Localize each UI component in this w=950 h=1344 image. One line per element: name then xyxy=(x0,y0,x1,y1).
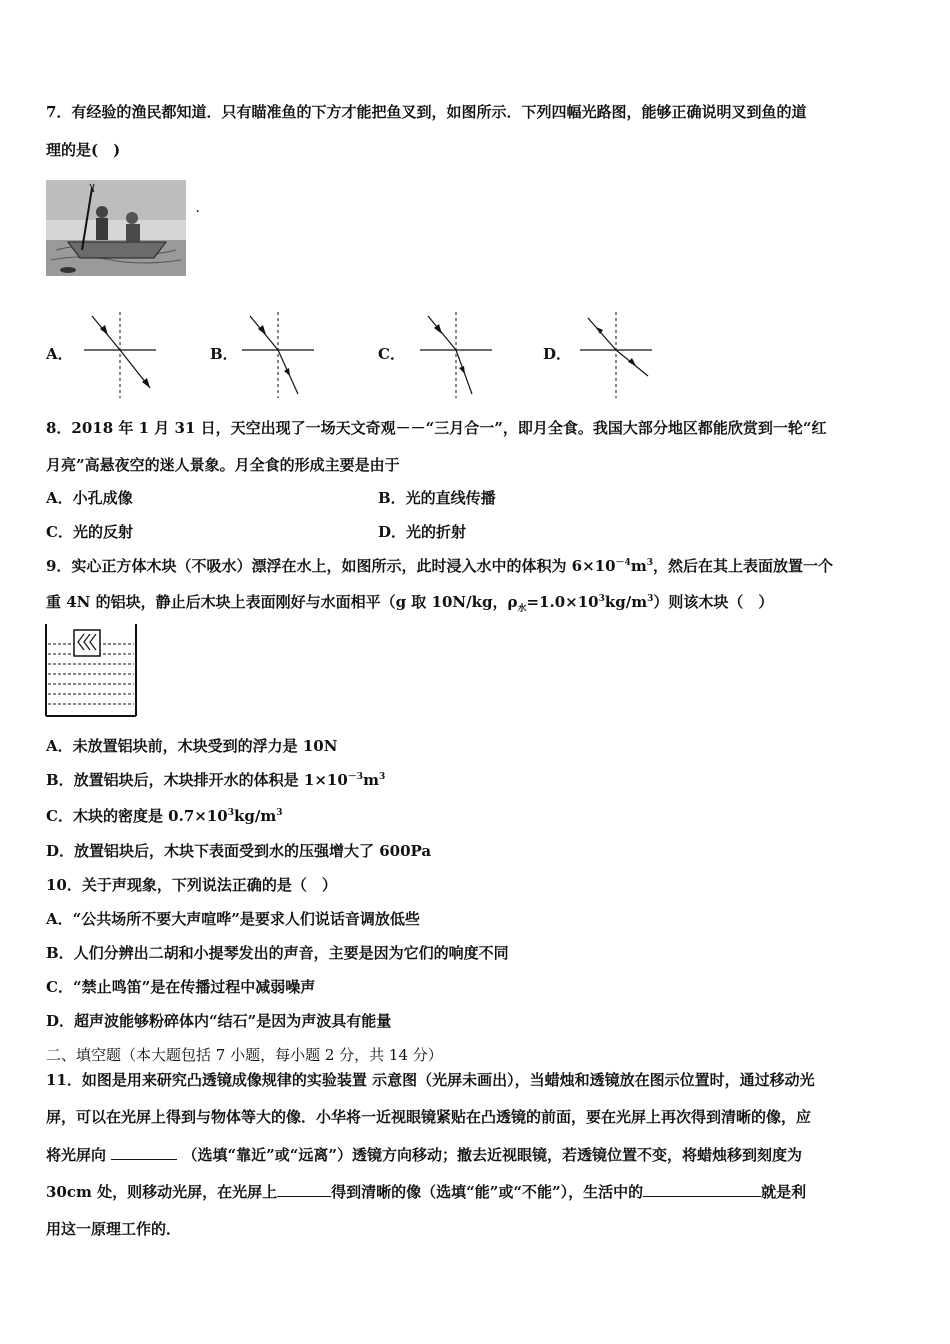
q11-stem-line5: 用这一原理工作的． xyxy=(46,1220,182,1238)
q11-stem-line1: 11．如图是用来研究凸透镜成像规律的实验装置 示意图（光屏未画出），当蜡烛和透镜放在图示位置时，通过移动光 xyxy=(46,1071,815,1089)
q8-stem-line2: 月亮”高悬夜空的迷人景象。月全食的形成主要是由于 xyxy=(46,456,400,474)
q11-l4-a: 30cm 处，则移动光屏，在光屏上 xyxy=(46,1183,278,1201)
q10-option-b: B．人们分辨出二胡和小提琴发出的声音，主要是因为它们的响度不同 xyxy=(46,944,509,962)
q9-l1-c: ，然后在其上表面放置一个 xyxy=(652,557,833,575)
q10-stem: 10．关于声现象，下列说法正确的是（ ） xyxy=(46,876,337,894)
q9-option-c xyxy=(46,806,282,826)
q9-l2-b: =1.0×10 xyxy=(526,593,599,611)
q9-l2-d: ）则该木块（ ） xyxy=(653,593,774,611)
floating-block-in-water-icon xyxy=(44,622,140,720)
q9-optc-exp2: 3 xyxy=(276,808,283,818)
q9-stem-line1 xyxy=(46,556,833,576)
q11-l4-c: 就是利 xyxy=(761,1183,807,1201)
q9-l2-exp2: 3 xyxy=(647,594,654,604)
q7-option-c-label: C． xyxy=(378,345,405,363)
q11-blank-2[interactable] xyxy=(277,1182,331,1197)
q9-option-a: A．未放置铝块前，木块受到的浮力是 10N xyxy=(46,737,338,755)
q9-option-b xyxy=(46,770,385,790)
q9-optb-exp2: 3 xyxy=(378,772,386,782)
fisherman-with-spear-icon xyxy=(46,180,186,276)
q7-stem-line2: 理的是( ) xyxy=(46,141,121,159)
q11-blank-1[interactable] xyxy=(111,1145,177,1160)
q8-option-b: B．光的直线传播 xyxy=(378,489,496,507)
q11-stem-line4 xyxy=(46,1182,806,1202)
section-2-heading: 二、填空题（本大题包括 7 小题，每小题 2 分，共 14 分） xyxy=(46,1046,443,1064)
q7-option-d-diagram xyxy=(576,310,656,400)
q8-stem-line1: 8．2018 年 1 月 31 日，天空出现了一场天文奇观－－“三月合一”，即月全食。我国大部分地区都能欣赏到一轮“红 xyxy=(46,419,827,437)
q11-stem-line2: 屏，可以在光屏上得到与物体等大的像．小华将一近视眼镜紧贴在凸透镜的前面，要在光屏上再次得到清晰的像，应 xyxy=(46,1108,812,1126)
q7-stem-line1: 7．有经验的渔民都知道．只有瞄准鱼的下方才能把鱼叉到，如图所示．下列四幅光路图，能够正确说明叉到鱼的道 xyxy=(46,103,807,121)
q9-l1-exp1: －4 xyxy=(615,558,631,568)
q11-blank-3[interactable] xyxy=(643,1182,761,1197)
q9-l1-exp2: 3 xyxy=(646,558,653,568)
q9-optb-exp1: －3 xyxy=(347,772,364,782)
q9-optc-b: kg/m xyxy=(233,807,277,825)
q9-option-d: D．放置铝块后，木块下表面受到水的压强增大了 600Pa xyxy=(46,842,432,860)
q9-l1-a: 9．实心正方体木块（不吸水）漂浮在水上，如图所示，此时浸入水中的体积为 6×10 xyxy=(46,557,616,575)
q9-stem-line2 xyxy=(46,592,773,612)
q11-l3-b: （选填“靠近”或“远离”）透镜方向移动；撤去近视眼镜，若透镜位置不变，将蜡烛移到刻度为 xyxy=(182,1146,803,1164)
q9-l1-b: m xyxy=(630,557,647,575)
q7-option-b-diagram xyxy=(238,310,318,400)
q7-option-a-diagram xyxy=(80,310,160,400)
q11-l3-a: 将光屏向 xyxy=(46,1146,107,1164)
q8-option-d: D．光的折射 xyxy=(378,523,467,541)
q7-option-c-diagram xyxy=(416,310,496,400)
q11-l4-b: 得到清晰的像（选填“能”或“不能”），生活中的 xyxy=(331,1183,644,1201)
q10-option-a: A．“公共场所不要大声喧哗”是要求人们说话音调放低些 xyxy=(46,910,420,928)
q9-l2-a: 重 4N 的铝块，静止后木块上表面刚好与水面相平（g 取 10N/kg，ρ xyxy=(46,593,518,611)
q11-stem-line3 xyxy=(46,1145,802,1165)
q7-option-d-label: D． xyxy=(543,345,572,363)
q7-option-a-label: A． xyxy=(46,345,73,363)
q8-option-c: C．光的反射 xyxy=(46,523,133,541)
q9-optc-a: C．木块的密度是 0.7×10 xyxy=(46,807,228,825)
q9-l2-c: kg/m xyxy=(604,593,648,611)
q9-optb-b: m xyxy=(363,771,379,789)
q8-option-a: A．小孔成像 xyxy=(46,489,133,507)
q10-option-d: D．超声波能够粉碎体内“结石”是因为声波具有能量 xyxy=(46,1012,392,1030)
q9-optb-a: B．放置铝块后，木块排开水的体积是 1×10 xyxy=(46,771,348,789)
q9-l2-sub: 水 xyxy=(517,604,527,614)
q9-l2-exp1: 3 xyxy=(598,594,605,604)
q10-option-c: C．“禁止鸣笛”是在传播过程中减弱噪声 xyxy=(46,978,316,996)
q9-optc-exp1: 3 xyxy=(227,808,234,818)
q7-option-b-label: B． xyxy=(210,345,238,363)
